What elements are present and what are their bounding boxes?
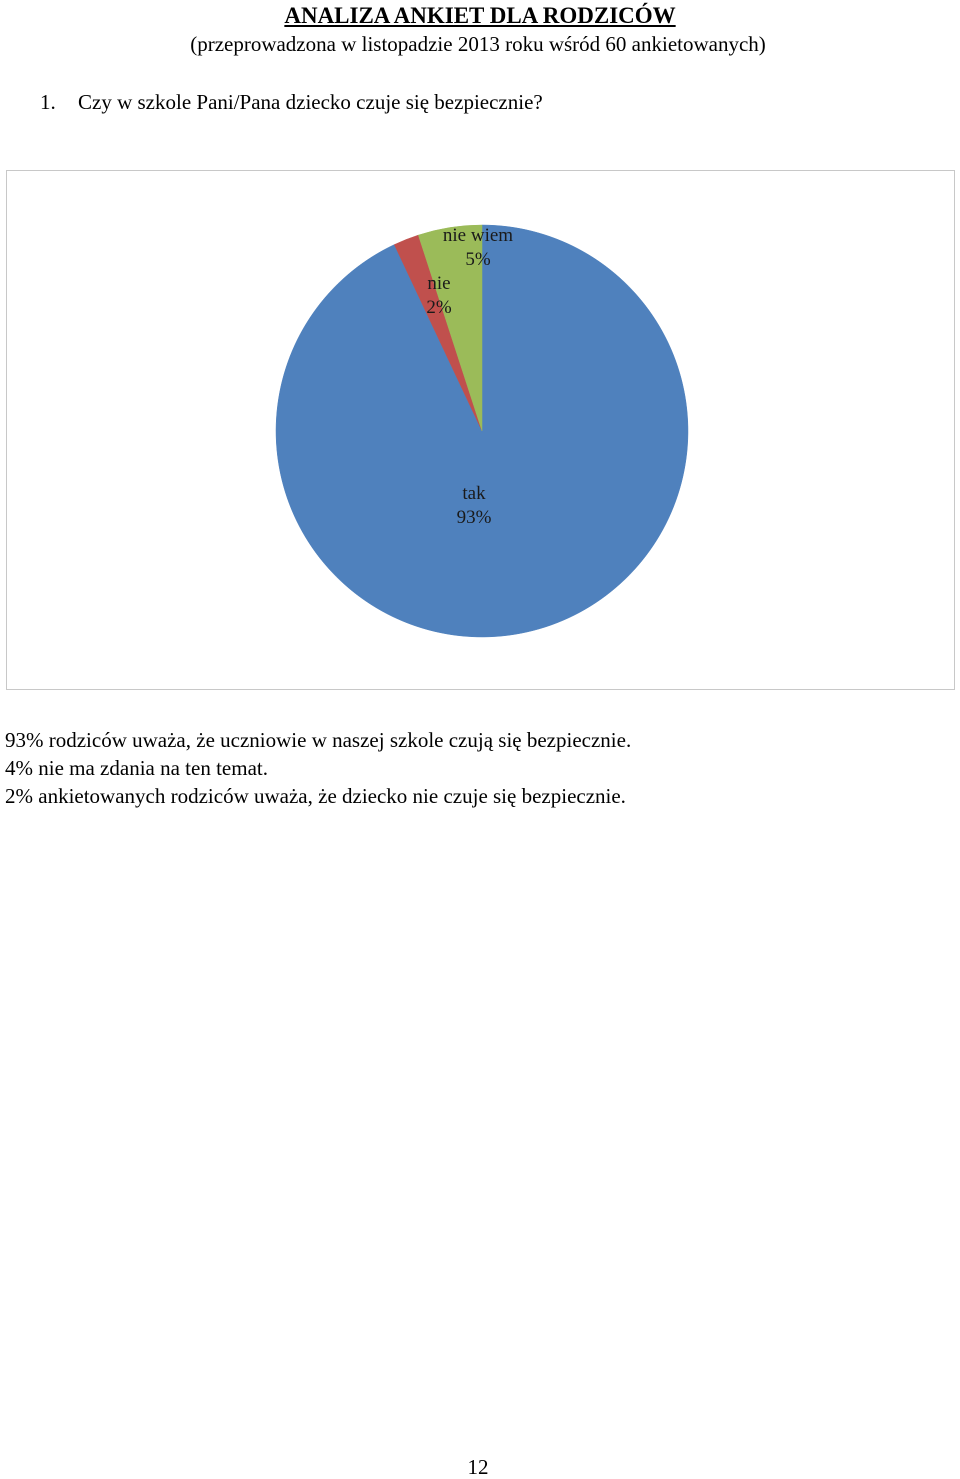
pie-label-category-tak: tak [462, 483, 486, 504]
summary-text [5, 726, 631, 810]
question-1 [40, 89, 543, 115]
summary-line-1: 93% rodziców uważa, że uczniowie w naszej szkole czują się bezpiecznie. [5, 728, 632, 752]
page-number: 12 [467, 1455, 489, 1479]
pie-slices [276, 225, 688, 637]
pie-label-category-nie-wiem: nie wiem [442, 225, 514, 246]
report-title: ANALIZA ANKIET DLA RODZICÓW [284, 3, 676, 28]
question-number: 1. [40, 90, 56, 114]
pie-chart [7, 171, 954, 689]
pie-label-value-nie-wiem: 5% [465, 249, 491, 270]
summary-line-2: 4% nie ma zdania na ten temat. [5, 756, 268, 780]
pie-chart-frame [6, 170, 955, 690]
report-subtitle: (przeprowadzona w listopadzie 2013 roku wśród 60 ankietowanych) [190, 32, 766, 56]
pie-label-value-nie: 2% [426, 297, 452, 318]
pie-label-value-tak: 93% [456, 507, 492, 528]
question-text: Czy w szkole Pani/Pana dziecko czuje się bezpiecznie? [78, 90, 543, 114]
pie-label-category-nie: nie [427, 273, 451, 294]
summary-line-3: 2% ankietowanych rodziców uważa, że dziecko nie czuje się bezpiecznie. [5, 784, 626, 808]
